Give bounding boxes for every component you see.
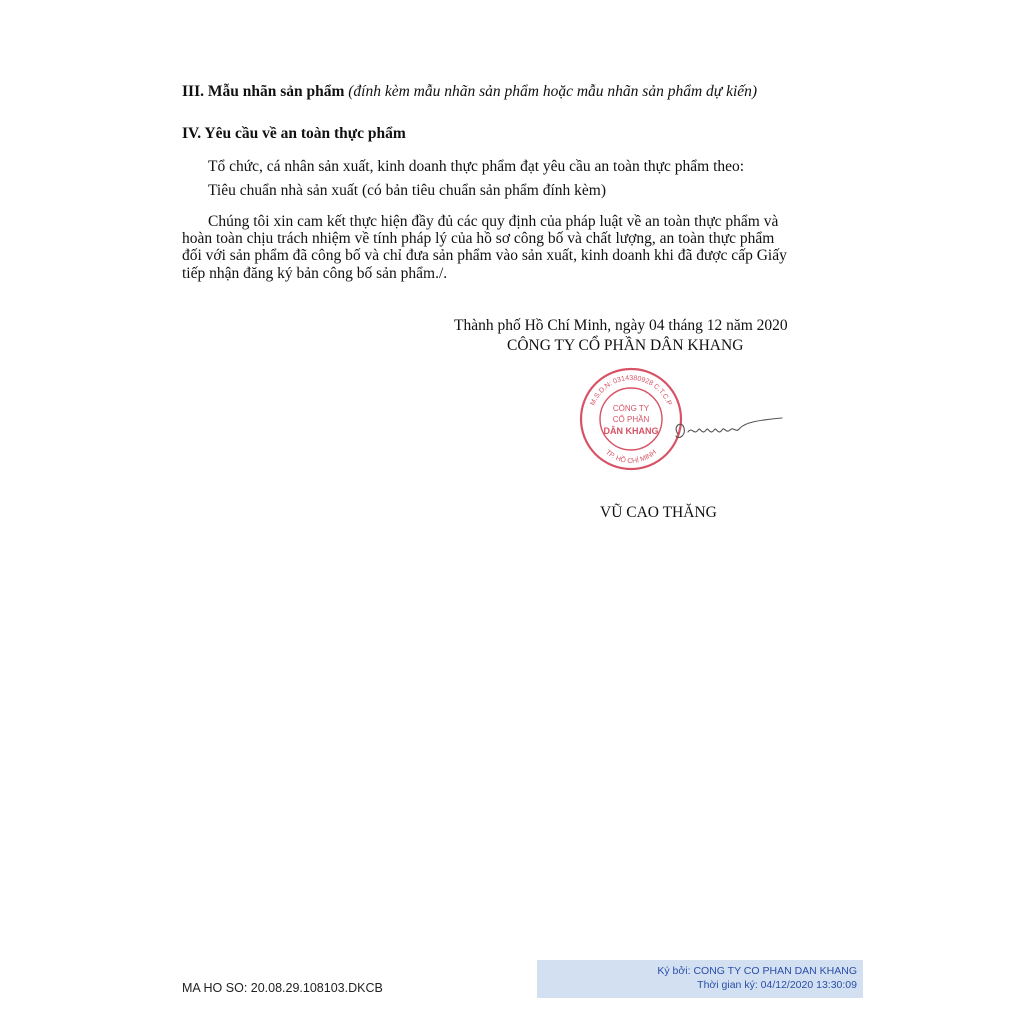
stamp-center-line-1: CÔNG TY [612,404,650,413]
section-3-note: (đính kèm mẫu nhãn sản phẩm hoặc mẫu nhãn sản phẩm dự kiến) [348,83,758,100]
stamp-center-line-3: DÂN KHANG [603,426,659,436]
section-3-heading [182,82,757,102]
record-code: MA HO SO: 20.08.29.108103.DKCB [182,981,383,995]
commitment-line-4: tiếp nhận đăng ký bản công bố sản phẩm./. [182,265,448,282]
handwritten-signature [670,412,790,446]
stamp-ring-top: M.S.D.N: 0314380928 C.T.C.P [589,374,673,407]
signer-name: VŨ CAO THĂNG [600,504,717,521]
commitment-line-2: hoàn toàn chịu trách nhiệm về tính pháp lý của hồ sơ công bố và chất lượng, an toàn thực phẩm [182,230,775,247]
section-4-line-2: Tiêu chuẩn nhà sản xuất (có bản tiêu chuẩn sản phẩm đính kèm) [208,182,607,199]
signed-time: Thời gian ký: 04/12/2020 13:30:09 [697,979,857,991]
commitment-line-1: Chúng tôi xin cam kết thực hiện đầy đủ các quy định của pháp luật về an toàn thực phẩm và [208,213,779,230]
section-3-title: III. Mẫu nhãn sản phẩm [182,83,345,100]
place-date: Thành phố Hồ Chí Minh, ngày 04 tháng 12 năm 2020 [454,317,788,334]
company-stamp [578,366,684,472]
stamp-ring-bottom: TP. HỒ CHÍ MINH [604,448,658,466]
section-4-heading: IV. Yêu cầu về an toàn thực phẩm [182,125,406,142]
signed-by: Ký bởi: CONG TY CO PHAN DAN KHANG [657,965,857,977]
stamp-center-line-2: CỔ PHẦN [612,415,650,424]
digital-signature-box [537,960,863,998]
commitment-line-3: đối với sản phẩm đã công bố và chỉ đưa sản phẩm vào sản xuất, kinh doanh khi đã được cấp Giấy [182,247,787,264]
company-name: CÔNG TY CỔ PHẦN DÂN KHANG [507,337,744,354]
section-4-line-1: Tổ chức, cá nhân sản xuất, kinh doanh thực phẩm đạt yêu cầu an toàn thực phẩm theo: [208,158,745,175]
